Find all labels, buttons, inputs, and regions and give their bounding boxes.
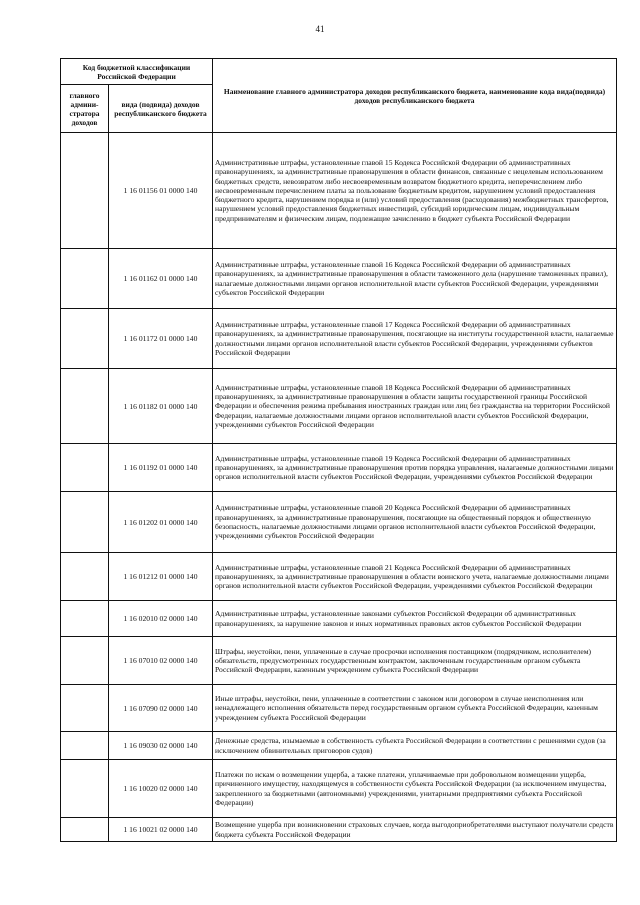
header-kind-column: вида (подвида) доходов республиканского бюджета bbox=[109, 85, 213, 133]
table-row bbox=[61, 309, 617, 369]
revenue-description-cell: Административные штрафы, установленные законами субъектов Российской Федерации об административных правонарушениях, за нарушение законов и иных нормативных правовых актов субъектов Российской Федерации bbox=[213, 601, 617, 637]
admin-code-cell bbox=[61, 553, 109, 601]
revenue-description-cell: Административные штрафы, установленные главой 15 Кодекса Российской Федерации об административных правонарушениях, за административные правонарушения в области финансов, связанные с нецелевым использованием бюджетных средств, невозвратом либо несвоевременным возвратом бюджетного кредита, неперечислением либо несвоевременным перечислением платы за пользование бюджетным кредитом, нарушением условий предоставления бюджетного кредита, нарушением порядка и (или) условий предоставления (расходования) межбюджетных трансфертов, нарушением условий предоставления бюджетных инвестиций, субсидий юридическим лицам, индивидуальным предпринимателям и физическим лицам, подлежащие зачислению в бюджет субъекта Российской Федерации bbox=[213, 133, 617, 249]
budget-classification-table bbox=[60, 58, 617, 842]
revenue-description-cell: Денежные средства, изымаемые в собственность субъекта Российской Федерации в соответствии с решениями судов (за исключением обвинительных приговоров судов) bbox=[213, 732, 617, 760]
admin-code-cell bbox=[61, 492, 109, 553]
revenue-code-cell: 1 16 02010 02 0000 140 bbox=[109, 601, 213, 637]
table-row bbox=[61, 685, 617, 732]
header-admin-column: главного админи-стратора доходов bbox=[61, 85, 109, 133]
admin-code-cell bbox=[61, 760, 109, 818]
table-row bbox=[61, 637, 617, 685]
revenue-description-cell: Штрафы, неустойки, пени, уплаченные в случае просрочки исполнения поставщиком (подрядчиком, исполнителем) обязательств, предусмотренных государственным контрактом, заключенным государственным органом субъекта Российской Федерации, казенным учреждением субъекта Российской Федерации bbox=[213, 637, 617, 685]
admin-code-cell bbox=[61, 637, 109, 685]
revenue-description-cell: Иные штрафы, неустойки, пени, уплаченные в соответствии с законом или договором в случае неисполнения или ненадлежащего исполнения обязательств перед государственным органом субъекта Российской Федерации, казенным учреждением субъекта Российской Федерации bbox=[213, 685, 617, 732]
revenue-code-cell: 1 16 10021 02 0000 140 bbox=[109, 818, 213, 842]
table-body bbox=[61, 133, 617, 842]
admin-code-cell bbox=[61, 818, 109, 842]
table-row bbox=[61, 732, 617, 760]
revenue-code-cell: 1 16 07090 02 0000 140 bbox=[109, 685, 213, 732]
revenue-code-cell: 1 16 01182 01 0000 140 bbox=[109, 369, 213, 444]
table-row bbox=[61, 818, 617, 842]
admin-code-cell bbox=[61, 601, 109, 637]
admin-code-cell bbox=[61, 732, 109, 760]
table-row bbox=[61, 601, 617, 637]
revenue-description-cell: Платежи по искам о возмещении ущерба, а также платежи, уплачиваемые при добровольном возмещении ущерба, причиненного имуществу, находящемуся в собственности субъекта Российской Федерации (за исключением имущества, закрепленного за бюджетными (автономными) учреждениями, унитарными предприятиями субъекта Российской Федерации) bbox=[213, 760, 617, 818]
revenue-code-cell: 1 16 07010 02 0000 140 bbox=[109, 637, 213, 685]
admin-code-cell bbox=[61, 309, 109, 369]
table-row bbox=[61, 553, 617, 601]
revenue-code-cell: 1 16 01156 01 0000 140 bbox=[109, 133, 213, 249]
revenue-code-cell: 1 16 09030 02 0000 140 bbox=[109, 732, 213, 760]
admin-code-cell bbox=[61, 369, 109, 444]
table-row bbox=[61, 133, 617, 249]
revenue-code-cell: 1 16 10020 02 0000 140 bbox=[109, 760, 213, 818]
page-number: 41 bbox=[315, 24, 325, 34]
table-row bbox=[61, 492, 617, 553]
header-name-column: Наименование главного администратора доходов республиканского бюджета, наименование кода вида(подвида) доходов республиканского бюджета bbox=[213, 59, 617, 133]
revenue-code-cell: 1 16 01212 01 0000 140 bbox=[109, 553, 213, 601]
revenue-code-cell: 1 16 01172 01 0000 140 bbox=[109, 309, 213, 369]
revenue-description-cell: Возмещение ущерба при возникновении страховых случаев, когда выгодоприобретателями выступают получатели средств бюджета субъекта Российской Федерации bbox=[213, 818, 617, 842]
table-header bbox=[61, 59, 617, 133]
admin-code-cell bbox=[61, 444, 109, 492]
revenue-code-cell: 1 16 01162 01 0000 140 bbox=[109, 249, 213, 309]
revenue-description-cell: Административные штрафы, установленные главой 21 Кодекса Российской Федерации об административных правонарушениях, за административные правонарушения в области воинского учета, налагаемые должностными лицами органов исполнительной власти субъектов Российской Федерации, учреждениями субъектов Российской Федерации bbox=[213, 553, 617, 601]
admin-code-cell bbox=[61, 685, 109, 732]
revenue-description-cell: Административные штрафы, установленные главой 17 Кодекса Российской Федерации об административных правонарушениях, за административные правонарушения, посягающие на институты государственной власти, налагаемые должностными лицами органов исполнительной власти субъектов Российской Федерации, учреждениями субъектов Российской Федерации bbox=[213, 309, 617, 369]
revenue-code-cell: 1 16 01202 01 0000 140 bbox=[109, 492, 213, 553]
table-row bbox=[61, 760, 617, 818]
revenue-description-cell: Административные штрафы, установленные главой 18 Кодекса Российской Федерации об административных правонарушениях, за административные правонарушения в области защиты государственной границы Российской Федерации и обеспечения режима пребывания иностранных граждан или лиц без гражданства на территории Российской Федерации, налагаемые должностными лицами органов исполнительной власти субъектов Российской Федерации, учреждениями субъектов Российской Федерации bbox=[213, 369, 617, 444]
admin-code-cell bbox=[61, 133, 109, 249]
table-row bbox=[61, 249, 617, 309]
revenue-description-cell: Административные штрафы, установленные главой 16 Кодекса Российской Федерации об административных правонарушениях, за административные правонарушения в области таможенного дела (нарушение таможенных правил), налагаемые должностными лицами органов исполнительной власти субъектов Российской Федерации, учреждениями субъектов Российской Федерации bbox=[213, 249, 617, 309]
table-row bbox=[61, 444, 617, 492]
table-row bbox=[61, 369, 617, 444]
header-group-title: Код бюджетной классификации Российской Федерации bbox=[61, 59, 213, 85]
admin-code-cell bbox=[61, 249, 109, 309]
revenue-code-cell: 1 16 01192 01 0000 140 bbox=[109, 444, 213, 492]
revenue-description-cell: Административные штрафы, установленные главой 20 Кодекса Российской Федерации об административных правонарушениях, за административные правонарушения, посягающие на общественный порядок и общественную безопасность, налагаемые должностными лицами органов исполнительной власти субъектов Российской Федерации, учреждениями субъектов Российской Федерации bbox=[213, 492, 617, 553]
revenue-description-cell: Административные штрафы, установленные главой 19 Кодекса Российской Федерации об административных правонарушениях, за административные правонарушения против порядка управления, налагаемые должностными лицами органов исполнительной власти субъектов Российской Федерации, учреждениями субъектов Российской Федерации bbox=[213, 444, 617, 492]
